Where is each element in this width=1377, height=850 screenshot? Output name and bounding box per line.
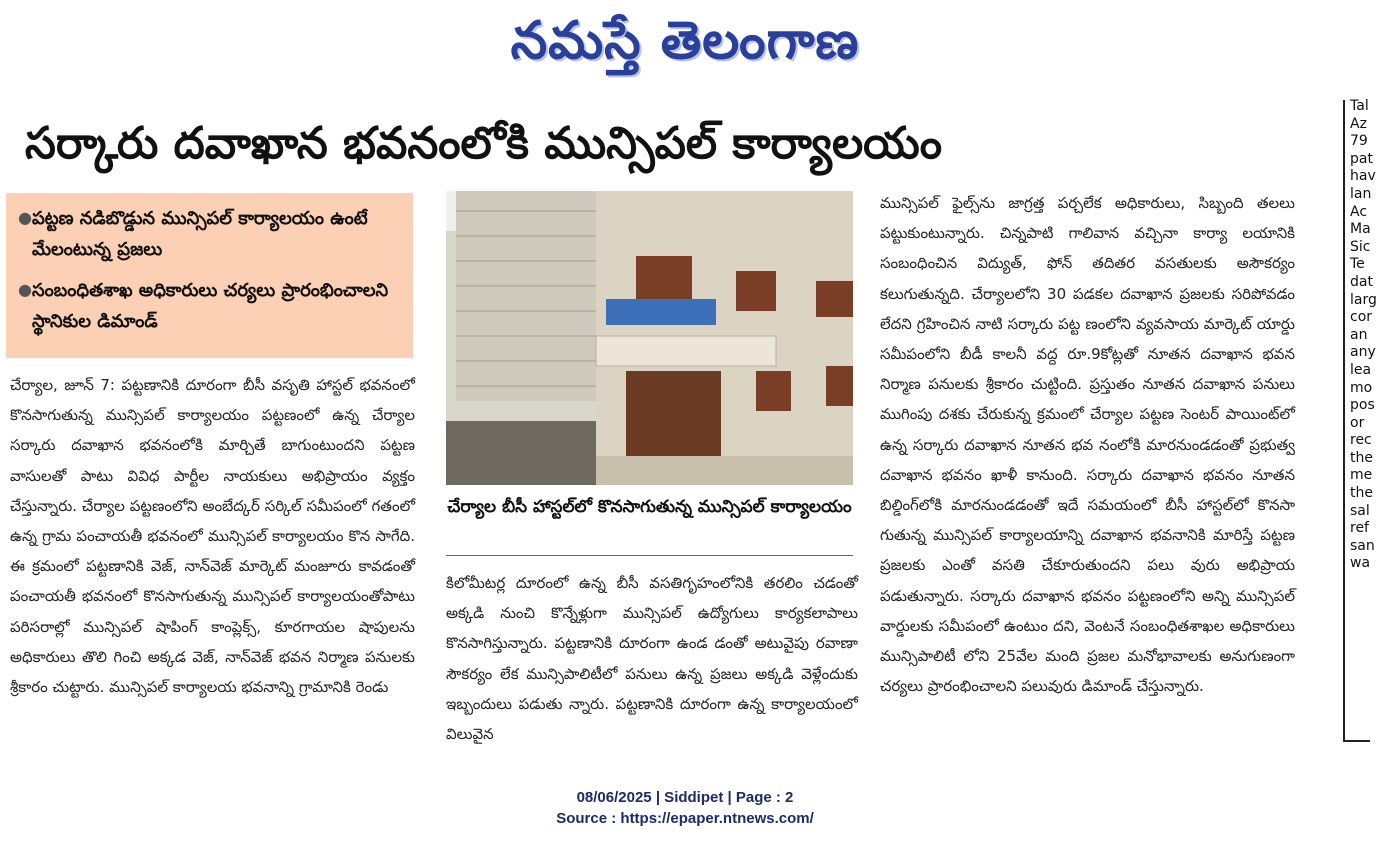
article-paragraph: చేర్యాల, జూన్ 7: పట్టణానికి దూరంగా బీసీ వసృతి హాస్టల్ భవనంలో కొనసాగుతున్న మున్సిపల్ కార్యాలయం పట్టణంలో ఉన్న చేర్యాల సర్కారు దవాఖాన భవనంలోకి మార్చితే బాగుంటుందని పట్టణ వాసులతో పాటు వివిధ పార్టీల నాయకులు అభిప్రాయం వ్యక్తం చేస్తున్నారు. చేర్యాల పట్టణంలోని అంబేద్కర్ సర్కిల్ సమీపంలో గతంలో ఉన్న గ్రామ పంచాయతీ భవనంలో మున్సిపల్ కార్యాలయం కొన సాగేది. ఈ క్రమంలో పట్టణానికి వెజ్, నాన్‌వెజ్ మార్కెట్ మంజూరు కావడంతో పంచాయతీ భవనంలో కొనసాగుతున్న మున్సిపల్ కార్యాలయంతోపాటు పరిసరాల్లో మున్సిపల్ షాపింగ్ కాంప్లెక్స్, కూరగాయల షాపులను అధికారులు తొలి గించి అక్కడ వెజ్, నాన్‌వెజ్ భవన నిర్మాణ పనులకు శ్రీకారం చుట్టారు. మున్సిపల్ కార్యాలయ భవనాన్ని గ్రామానికి రెండు [10,376,415,697]
side-text-line: Te [1350,256,1365,273]
side-text-line: dat [1350,273,1373,290]
side-text-line: pos [1350,397,1375,414]
article-column-middle [446,568,858,749]
column-divider [1343,740,1370,742]
highlight-item [18,203,405,265]
article-column-left [10,370,415,702]
article-paragraph: కిలోమీటర్ల దూరంలో ఉన్న బీసీ వసతిగృహంలోనికి తరలిం చడంతో అక్కడి నుంచి కొన్నేళ్లుగా మున్సిపల్ ఉద్యోగులు కార్యకలాపాలు కొనసాగిస్తున్నారు. పట్టణానికి దూరంగా ఉండ డంతో అటువైపు రవాణా సౌకర్యం లేక మున్సిపాలిటీలో పనులు ఉన్న ప్రజలు అక్కడి వెళ్లేందుకు ఇబ్బందులు పడుతు న్నారు. పట్టణానికి దూరంగా ఉన్న కార్యాలయంలో విలువైన [446,574,858,744]
highlight-item [18,275,405,337]
side-text-line: Tal [1350,98,1369,114]
side-text-line: the [1350,485,1373,502]
side-text-line: me [1350,467,1373,484]
side-text-line: sal [1350,502,1370,519]
highlight-text: పట్టణ నడిబొడ్డున మున్సిపల్ కార్యాలయం ఉంటే మేలంటున్న ప్రజలు [31,208,368,260]
side-text-line: wa [1350,555,1371,572]
bullet-icon: ● [18,208,32,227]
highlight-text: సంబంధితశాఖ అధికారులు చర్యలు ప్రారంభించాలని స్థానికుల డిమాండ్ [31,280,389,332]
article-headline: సర్కారు దవాఖాన భవనంలోకి మున్సిపల్ కార్యాలయం [25,118,943,169]
side-text-line: pat [1350,150,1373,167]
footer-date-line: 08/06/2025 | Siddipet | Page : 2 [576,789,794,806]
highlights-box [6,193,413,358]
side-text-line: cor [1350,309,1373,326]
side-text-line: lea [1350,361,1372,378]
side-text-line: Ac [1350,203,1368,220]
side-text-line: mo [1350,379,1373,396]
side-text-line: ref [1350,520,1369,537]
page-footer [0,787,1370,829]
footer-source-link[interactable]: Source : https://epaper.ntnews.com/ [556,810,814,827]
side-text-line: or [1350,414,1365,431]
article-column-right [880,188,1295,701]
side-text-line: lan [1350,185,1372,202]
side-text-line: an [1350,326,1368,343]
side-text-line: san [1350,537,1375,554]
adjacent-article-fragment [1350,98,1377,573]
side-text-line: any [1350,344,1376,361]
article-photo [446,191,853,485]
column-divider [1343,100,1345,740]
bullet-icon: ● [18,280,32,299]
side-text-line: larg [1350,291,1377,308]
side-text-line: hav [1350,168,1376,185]
side-text-line: the [1350,449,1373,466]
side-text-line: Sic [1350,238,1371,255]
side-text-line: rec [1350,432,1372,449]
side-text-line: 79 [1350,133,1368,150]
side-text-line: Az [1350,115,1367,132]
article-paragraph: మున్సిపల్ ఫైల్స్‌ను జాగ్రత్త పర్చలేక అధికారులు, సిబ్బంది తలలు పట్టుకుంటున్నారు. చిన్నపాటి గాలివాన వచ్చినా కార్యా లయానికి సంబంధించిన విద్యుత్, ఫోన్ తదితర వసతులకు అసౌకర్యం కలుగుతున్నది. చేర్యాలలోని 30 పడకల దవాఖాన ప్రజలకు సరిపోవడం లేదని గ్రహించిన నాటి సర్కారు పట్ట ణంలోని వ్యవసాయ మార్కెట్ యార్డు సమీపంలోని బీడీ కాలనీ వద్ద రూ.9కోట్లతో నూతన దవాఖాన భవన నిర్మాణ పనులకు శ్రీకారం చుట్టింది. ప్రస్తుతం నూతన దవాఖాన పనులు ముగింపు దశకు చేరుకున్న క్రమంలో చేర్యాల పట్టణ సెంటర్ పాయింట్‌లో ఉన్న సర్కారు దవాఖాన నూతన భవ నంలోకి మారనుండడంతో ప్రభుత్వ దవాఖాన భవనం ఖాళీ కానుంది. సర్కారు దవాఖాన భవనం నూతన బిల్డింగ్‌లోకి మారనుండడంతో ఇదే సమయంలో బీసీ హాస్టల్‌లో కొనసా గుతున్న మున్సిపల్ కార్యాలయాన్ని దవాఖాన భవనానికి మారిస్తే పట్టణ ప్రజలకు ఎంతో వసతి చేకూరుతుందని పలు వురు అభిప్రాయ పడుతున్నారు. సర్కారు దవాఖాన భవనం పట్టణంలోని అన్ని మున్సిపల్ వార్డులకు సమీపంలో ఉంటుం దని, వెంటనే సంబంధితశాఖల అధికారులు మున్సిపాలిటీ లోని 25వేల మంది ప్రజల మనోభావాలకు అనుగుణంగా చర్యలు ప్రారంభించాలని పలువురు డిమాండ్ చేస్తున్నారు. [880,194,1295,696]
photo-caption: చేర్యాల బీసీ హాస్టల్‌లో కొనసాగుతున్న మున్సిపల్ కార్యాలయం [446,493,853,556]
newspaper-masthead: నమస్తే తెలంగాణ [510,11,860,71]
side-text-line: Ma [1350,221,1371,238]
